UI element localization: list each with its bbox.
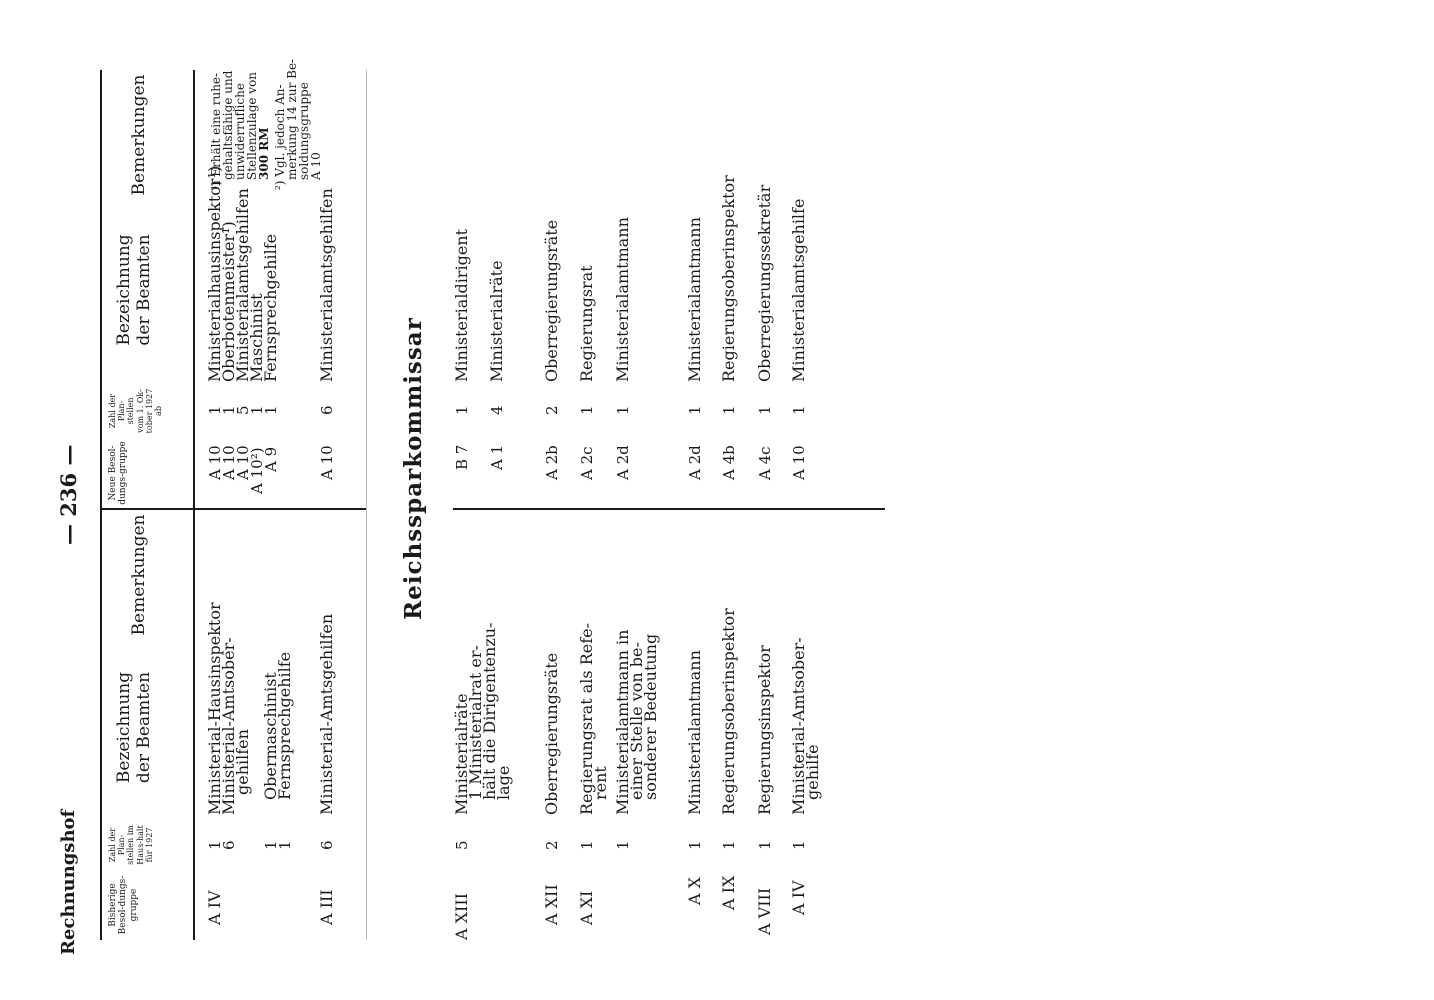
count-right: 1 (756, 405, 774, 415)
group-right: A 1 (488, 444, 506, 470)
group-right: B 7 (453, 444, 471, 470)
count-left: 1 (790, 840, 808, 850)
count-right: 1 (453, 405, 471, 415)
count-right: 2 (543, 405, 561, 415)
name-left: Regierungsrat als Refe- (577, 622, 596, 815)
name-left: Ministerial-Amtsober- (789, 637, 808, 815)
name-left: Ministerialamtmann in (613, 629, 632, 815)
name-right: Regierungsoberinspektor (719, 175, 738, 382)
count-right: 1 (248, 405, 266, 415)
running-title: Rechnungshof (58, 809, 79, 955)
count-left: 6 (220, 840, 238, 850)
remark-line: ¹) Erhält eine ruhe- (209, 72, 223, 190)
count-left: 1 (206, 840, 224, 850)
remark-line: gehaltsfähige und (221, 70, 235, 180)
name-right: Ministerialamtmann (685, 217, 704, 382)
name-left: Ministerial-Hausinspektor (205, 602, 224, 815)
group-right: A 10 (220, 445, 238, 480)
count-right: 1 (578, 405, 596, 415)
col-header-bezeichnung-right: Bezeichnung der Beamten (114, 234, 154, 346)
group-right: A 9 (262, 446, 280, 472)
name-left: lage (494, 765, 513, 800)
name-left: sonderer Bedeutung (641, 633, 660, 800)
count-left: 6 (318, 840, 336, 850)
count-right: 1 (686, 405, 704, 415)
group-right: A 10 (318, 445, 336, 480)
group-left-a-iii: A III (317, 889, 336, 925)
name-left: Ministerial-Amtsgehilfen (317, 613, 336, 815)
group-right: A 2d (686, 445, 704, 480)
group-right: A 2c (578, 446, 596, 480)
name-left: hält die Dirigentenzu- (480, 622, 499, 800)
name-left: gehilfen (233, 729, 252, 795)
page-number: — 236 — (56, 444, 81, 545)
name-right: Maschinist (247, 293, 266, 382)
count-right: 1 (790, 405, 808, 415)
count-right: 1 (720, 405, 738, 415)
count-left: 5 (453, 840, 471, 850)
count-left: 1 (614, 840, 632, 850)
count-left: 2 (543, 840, 561, 850)
name-right: Ministerialräte (487, 260, 506, 382)
name-left: einer Stelle von be- (627, 642, 646, 800)
remark-line: A 10 (309, 152, 323, 180)
col-header-bemerkungen-left: Bemerkungen (129, 514, 149, 636)
middle-divider-lower (453, 508, 885, 510)
count-left: 1 (756, 840, 774, 850)
section-rule (366, 70, 367, 940)
name-left: Oberregierungsräte (542, 652, 561, 815)
group-left: A XII (542, 884, 561, 925)
name-left: Regierungsoberinspektor (719, 608, 738, 815)
name-right: Oberbotenmeister¹) (219, 221, 238, 382)
count-left: 1 (262, 840, 280, 850)
group-left: A XIII (452, 893, 471, 940)
count-right: 1 (220, 405, 238, 415)
count-left: 1 (686, 840, 704, 850)
group-right: A 4b (720, 445, 738, 480)
remarks-notes (210, 59, 322, 190)
name-right: Oberregierungssekretär (755, 184, 774, 382)
table-top-rule (100, 70, 102, 940)
group-right: A 2d (614, 445, 632, 480)
name-left: gehilfe (803, 744, 822, 800)
count-left: 1 (578, 840, 596, 850)
remark-line: unwiderrufliche (233, 83, 247, 180)
group-right: A 2b (543, 445, 561, 480)
col-header-bezeichnung-left: Bezeichnung der Beamten (114, 671, 154, 784)
col-header-zahl-right: Zahl der Plan-stellen vom 1. Ok-tober 1927 ab (108, 388, 163, 434)
name-right: Ministerialdirigent (452, 228, 471, 382)
name-right: Ministerialamtsgehilfe (789, 198, 808, 382)
remark-line: ²) Vgl. jedoch An- (273, 84, 287, 190)
name-left: 1 Ministerialrat er- (466, 645, 485, 800)
col-header-zahl-left: Zahl der Plan-stellen im Haus-halt für 1927 (108, 825, 154, 865)
digitization-credit (1418, 0, 1434, 400)
count-right: 5 (234, 405, 252, 415)
name-right: Oberregierungsräte (542, 219, 561, 382)
remark-line: 300 RM (257, 127, 271, 180)
name-right: Ministerialhausinspektor¹) (205, 165, 224, 382)
group-right: A 10²) (248, 447, 266, 494)
col-header-bemerkungen-right: Bemerkungen (129, 74, 149, 196)
group-left: A VIII (755, 887, 774, 935)
group-left: A IX (719, 875, 738, 910)
col-header-bisherige: Bisherige Besol-dungs-gruppe (108, 875, 139, 935)
remark-line: Stellenzulage von (245, 71, 259, 180)
group-right: A 10 (790, 445, 808, 480)
name-right: Fernsprechgehilfe (261, 233, 280, 382)
group-left-a-iv: A IV (205, 890, 224, 925)
count-right: 4 (488, 405, 506, 415)
name-left: Ministerialamtmann (685, 650, 704, 815)
name-left: Obermaschinist (261, 672, 280, 800)
count-left: 1 (276, 840, 294, 850)
col-header-neue: Neue Besol-dungs-gruppe (108, 441, 129, 505)
name-left: rent (591, 766, 610, 800)
name-right: Regierungsrat (577, 265, 596, 382)
name-left: Fernsprechgehilfe (275, 651, 294, 800)
group-right: A 10 (234, 445, 252, 480)
count-right: 1 (262, 405, 280, 415)
name-right: Ministerialamtmann (613, 217, 632, 382)
remark-line: merkung 14 zur Be- (285, 58, 299, 180)
group-right: A 4c (756, 446, 774, 480)
name-right: Ministerialamtsgehilfen (317, 188, 336, 382)
group-left: A XI (577, 890, 596, 925)
count-left: 1 (720, 840, 738, 850)
group-left: A IV (789, 880, 808, 915)
remark-line: soldungsgruppe (297, 82, 311, 180)
count-right: 1 (614, 405, 632, 415)
count-right: 1 (206, 405, 224, 415)
name-right: Ministerialamtsgehilfen (233, 188, 252, 382)
name-left: Ministerial-Amtsober- (219, 637, 238, 815)
table-header-rule (193, 70, 195, 940)
name-left: Ministerialräte (452, 693, 471, 815)
group-right: A 10 (206, 445, 224, 480)
count-right: 6 (318, 405, 336, 415)
name-left: Regierungsinspektor (755, 645, 774, 815)
section-title: Reichssparkommissar (400, 317, 427, 620)
group-left: A X (685, 876, 704, 905)
